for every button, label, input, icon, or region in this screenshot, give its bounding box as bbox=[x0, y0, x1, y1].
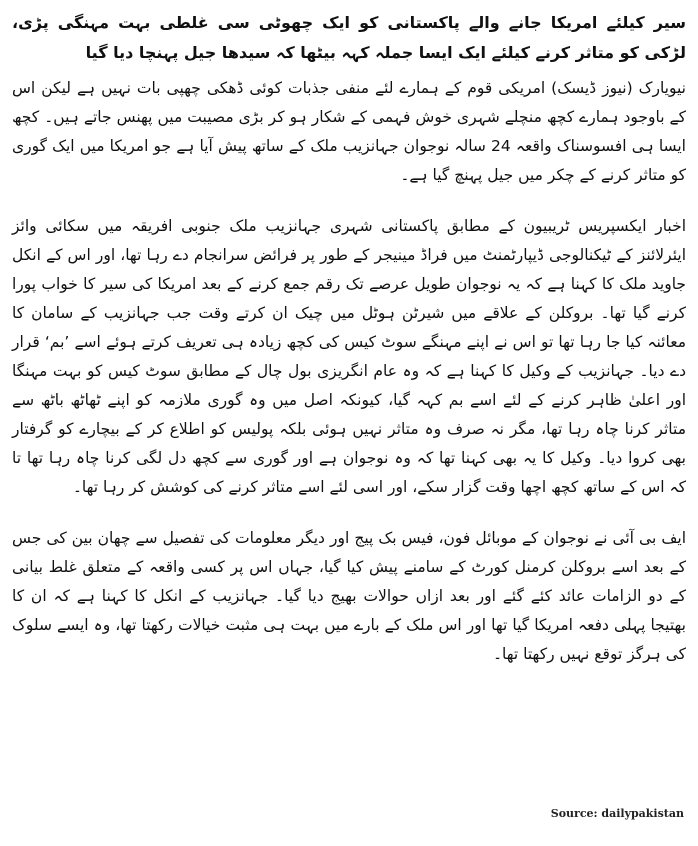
article-paragraph-2: اخبار ایکسپریس ٹریبیون کے مطابق پاکستانی شہری جہانزیب ملک جنوبی افریقہ میں سکائی وائز ایئرلائنز کے ٹیکنالوجی ڈیپارٹمنٹ میں فراڈ مینیجر کے طور پر فرائض سرانجام دے رہا تھا، اور اس کے انکل جاوید ملک کا کہنا ہے کہ یہ نوجوان طویل عرصے تک رقم جمع کرنے کے بعد امریکا کی سیر کا خواب پورا کرنے گیا تھا۔ بروکلن کے علاقے میں شیرٹن ہوٹل میں چیک ان کرتے وقت جب جہانزیب کے سامان کا معائنہ کیا جا رہا تھا تو اس نے اپنے مہنگے سوٹ کیس کی کچھ زیادہ ہی تعریف کرتے ہوئے اسے ’بم‘ قرار دے دیا۔ جہانزیب کے وکیل کا کہنا ہے کہ وہ عام انگریزی بول چال کے مطابق سوٹ کیس کو بہت مہنگا اور اعلیٰ ظاہر کرنے کے لئے اسے بم کہہ گیا، کیونکہ اصل میں وہ گوری ملازمہ کو اپنے ٹھاٹھ باٹھ سے متاثر کرنا چاہ رہا تھا، مگر نہ صرف وہ متاثر نہیں ہوئی بلکہ پولیس کو اطلاع کر کے بیچارے کو گرفتار بھی کروا دیا۔ وکیل کا یہ بھی کہنا تھا کہ وہ نوجوان ہے اور گوری سے کچھ دل لگی کرنا چاہ رہا تھا تا کہ اس کے ساتھ کچھ اچھا وقت گزار سکے، اور اسی لئے اسے متاثر کرنے کی کوشش کر رہا تھا۔ bbox=[12, 217, 686, 496]
article-paragraph-1: نیویارک (نیوز ڈیسک) امریکی قوم کے ہمارے لئے منفی جذبات کوئی ڈھکی چھپی بات نہیں ہے لیکن اس کے باوجود ہمارے کچھ منچلے شہری خوش فہمی کے شکار ہو کر بڑی مصیبت میں پھنس جاتے ہیں۔ کچھ ایسا ہی افسوسناک واقعہ 24 سالہ نوجوان جہانزیب ملک کے ساتھ پیش آیا ہے جو امریکا میں ایک گوری کو متاثر کرنے کے چکر میں جیل پہنچ گیا ہے۔ bbox=[12, 79, 686, 184]
source-credit: Source: dailypakistan bbox=[550, 807, 684, 820]
article-paragraph-3: ایف بی آئی نے نوجوان کے موبائل فون، فیس بک پیج اور دیگر معلومات کی تفصیل سے چھان بین کی جس کے بعد اسے بروکلن کرمنل کورٹ کے سامنے پیش کیا گیا، جہاں اس پر کسی واقعہ کے متعلق غلط بیانی کے دو الزامات عائد کئے گئے اور بعد ازاں حوالات بھیج دیا گیا۔ جہانزیب کے انکل کا کہنا ہے کہ ان کا بھتیجا پہلی دفعہ امریکا گیا تھا اور اس ملک کے بارے میں بہت ہی مثبت خیالات رکھتا تھا، وہ ایسے سلوک کی ہرگز توقع نہیں رکھتا تھا۔ bbox=[12, 529, 686, 663]
article-headline: سیر کیلئے امریکا جانے والے پاکستانی کو ایک چھوٹی سی غلطی بہت مہنگی پڑی، لڑکی کو متاثر کرنے کیلئے ایک ایسا جملہ کہہ بیٹھا کہ سیدھا جیل پہنچا دیا گیا bbox=[12, 13, 686, 62]
